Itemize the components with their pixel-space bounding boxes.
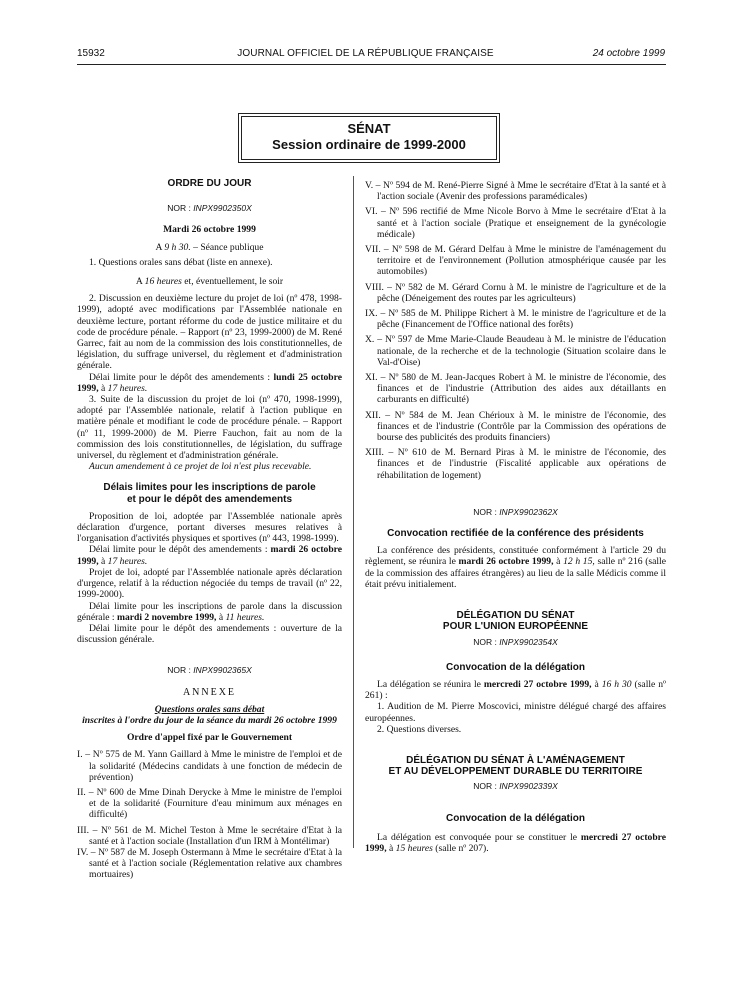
question-item: XIII. – Nº 610 de M. Bernard Piras à M. le ministre de l'économie, des finances et de l'industrie (Fiscalité applicable aux opérations de réhabilitation de logement) [365,447,666,481]
page-header [0,48,731,62]
questions-title: Questions orales sans débat [154,703,265,715]
agenda-item-2-deadline: Délai limite pour le dépôt des amendements : lundi 25 octobre 1999, à 17 heures. [77,371,342,394]
conference-text: La conférence des présidents, constituée conformément à l'article 29 du règlement, se réunira le mardi 26 octobre 1999, à 12 h 15, salle nº 216 (salle de la commission des affaires étrangères) au lieu de la salle Médicis comme il était prévu initialement. [365,545,666,590]
nor-reference: NOR : INPX9902365X [167,665,252,676]
delegation-item-2: 2. Questions diverses. [377,723,462,735]
annexe-title: ANNEXE [182,686,237,698]
convocation-title: Convocation de la délégation [446,661,585,673]
nor-reference: NOR : INPX9902354X [473,636,558,647]
convocation-title: Convocation de la délégation [446,812,585,824]
nor-reference: NOR : INPX9902350X [167,203,252,214]
deadline-text-2: Projet de loi, adopté par l'Assemblée nationale après déclaration d'urgence, relatif à la réduction négociée du temps de travail (nº 22, 1999-2000). [77,566,342,601]
deadline-1-amend: Délai limite pour le dépôt des amendements : mardi 26 octobre 1999, à 17 heures. [77,544,343,567]
senat-banner [241,116,497,160]
nor-reference: NOR : INPX9902339X [473,781,558,792]
delegation-amenagement-text: La délégation est convoquée pour se constituer le mercredi 27 octobre 1999, à 15 heures (salle nº 207). [365,831,666,854]
agenda-item-3: 3. Suite de la discussion du projet de loi (nº 470, 1998-1999), adopté par l'Assemblée nationale, relatif à l'action publique en matière pénale et modifiant le code de procédure pénale. – Rapport (nº 11, 1999-2000) de M. Pierre Fauchon, fait au nom de la commission des lois constitutionnelles, de législation, du suffrage universel, du règlement et d'administration générale. [77,394,342,462]
agenda-item-1: 1. Questions orales sans débat (liste en annexe). [89,256,273,268]
questions-subtitle: inscrites à l'ordre du jour de la séance du mardi 26 octobre 1999 [82,714,337,726]
question-item: XI. – Nº 580 de M. Jean-Jacques Robert à M. le ministre de l'économie, des finances et de l'industrie (Attribution des aides aux détaillants en carburants en difficulté) [365,372,666,406]
ordre-du-jour-title: ORDRE DU JOUR [167,178,252,189]
right-column [365,180,666,854]
delegation-item-1: 1. Audition de M. Pierre Moscovici, ministre délégué chargé des affaires européennes. [365,701,666,724]
question-item: I. – Nº 575 de M. Yann Gaillard à Mme le ministre de l'emploi et de la solidarité (Médecins candidats à une fonction de médecin de prévention) [77,749,342,783]
agenda-item-2: 2. Discussion en deuxième lecture du projet de loi (nº 478, 1998-1999), adopté avec modifications par l'Assemblée nationale en deuxième lecture, portant réforme du code de justice militaire et du code de procédure pénale. – Rapport (nº 23, 1999-2000) de M. René Garrec, fait au nom de la commission des lois constitutionnelles, de législation, du suffrage universel, du règlement et d'administration générale. [77,293,342,372]
banner-title: SÉNAT [347,121,391,136]
journal-title: JOURNAL OFFICIEL DE LA RÉPUBLIQUE FRANÇAISE [237,48,494,59]
question-item: IX. – Nº 585 de M. Philippe Richert à M. le ministre de l'agriculture et de la pêche (Financement de l'Office national des forêts) [365,308,666,331]
nor-reference: NOR : INPX9902362X [473,506,558,517]
ordre-appel-title: Ordre d'appel fixé par le Gouvernement [126,732,293,744]
left-column [77,178,342,881]
question-item: II. – Nº 600 de Mme Dinah Derycke à Mme le ministre de l'emploi et de la solidarité (Fourniture d'eau minimum aux ménages en difficulté) [77,786,342,821]
session-date: Mardi 26 octobre 1999 [163,224,256,236]
seance-time: A 9 h 30. – Séance publique [155,241,264,253]
question-item: III. – Nº 561 de M. Michel Teston à Mme le secrétaire d'Etat à la santé et à l'action sociale (Installation d'un IRM à Montélimar) [77,824,342,847]
deadline-2-amend: Délai limite pour le dépôt des amendements : ouverture de la discussion générale. [77,622,342,646]
conference-title: Convocation rectifiée de la conférence des présidents [387,528,644,540]
delais-title: Délais limites pour les inscriptions de parole et pour le dépôt des amendements [103,482,316,505]
delegation-ue-title: DÉLÉGATION DU SÉNAT POUR L'UNION EUROPÉENNE [442,610,589,633]
column-separator [353,176,354,848]
delegation-ue-text: La délégation se réunira le mercredi 27 octobre 1999, à 16 h 30 (salle nº 261) : [365,678,666,702]
banner-subtitle: Session ordinaire de 1999-2000 [272,137,466,152]
evening-time: A 16 heures et, éventuellement, le soir [135,276,284,288]
delegation-amenagement-title: DÉLÉGATION DU SÉNAT À L'AMÉNAGEMENT ET AU DÉVELOPPEMENT DURABLE DU TERRITOIRE [388,754,643,778]
question-item: IV. – Nº 587 de M. Joseph Ostermann à Mme le secrétaire d'Etat à la santé et à l'action sociale (Réglementation relative aux chambres mortuaires) [77,846,342,881]
question-item: VI. – Nº 596 rectifié de Mme Nicole Borvo à Mme le secrétaire d'Etat à la santé et à l'action sociale (Pratique et enseignement de la gynécologie médicale) [365,206,666,240]
question-item: VIII. – Nº 582 de M. Gérard Cornu à M. le ministre de l'agriculture et de la pêche (Déneigement des routes par les agriculteurs) [365,281,666,304]
question-item: XII. – Nº 584 de M. Jean Chérioux à M. le ministre de l'économie, des finances et de l'industrie (Contrôle par la Commission des opérations de bourse des publicités des produits financiers) [365,409,666,444]
question-item: VII. – Nº 598 de M. Gérard Delfau à Mme le ministre de l'aménagement du territoire et de l'environnement (Pollution atmosphérique causée par les automobiles) [365,244,666,278]
deadline-2-parole: Délai limite pour les inscriptions de parole dans la discussion générale : mardi 2 novembre 1999, à 11 heures. [77,600,342,623]
issue-date: 24 octobre 1999 [592,48,665,59]
page-number: 15932 [77,48,105,59]
header-rule [77,64,666,65]
deadline-text-1: Proposition de loi, adoptée par l'Assemblée nationale après déclaration d'urgence, portant diverses mesures relatives à l'organisation d'activités physiques et sportives (nº 443, 1998-1999). [77,510,342,545]
agenda-item-3-note: Aucun amendement à ce projet de loi n'est plus recevable. [89,461,312,473]
question-item: V. – Nº 594 de M. René-Pierre Signé à Mme le secrétaire d'Etat à la santé et à l'action sociale (Avenir des professions paramédicales) [365,180,666,203]
question-item: X. – Nº 597 de Mme Marie-Claude Beaudeau à M. le ministre de l'éducation nationale, de la recherche et de la technologie (Situation scolaire dans le Val-d'Oise) [365,334,666,368]
